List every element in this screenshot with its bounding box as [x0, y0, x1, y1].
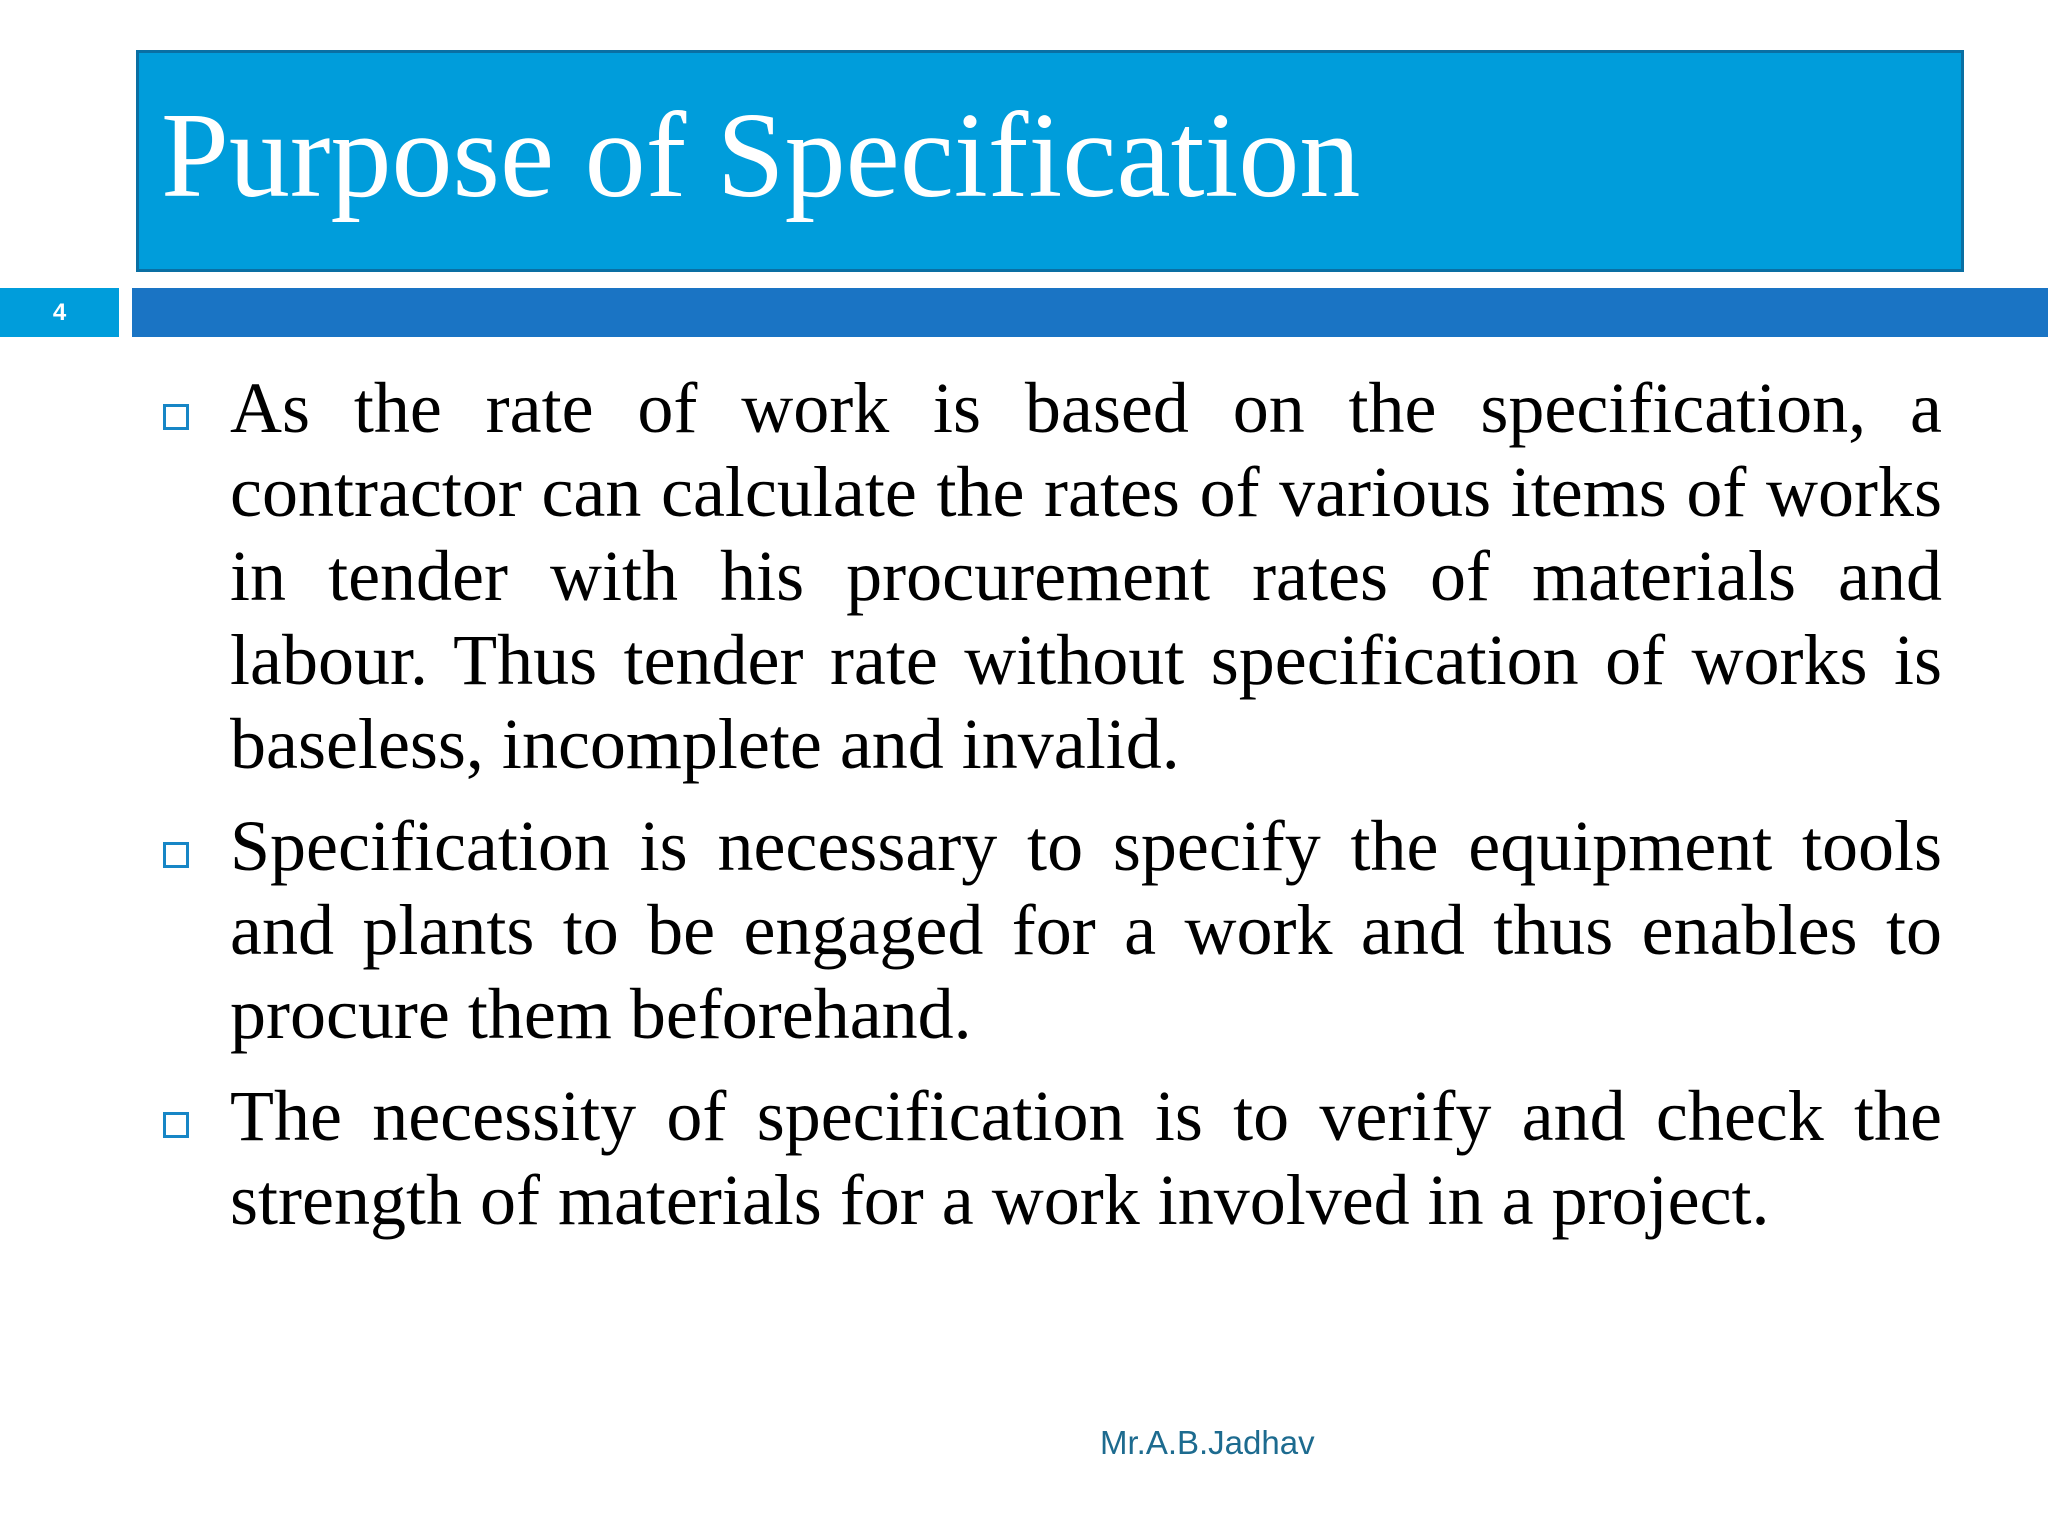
- bullet-item: [160, 1074, 1942, 1242]
- accent-bar: [132, 288, 2048, 337]
- slide-title: Purpose of Specification: [161, 88, 1361, 223]
- hollow-square-icon: [163, 404, 189, 430]
- author-footer: Mr.A.B.Jadhav: [1100, 1424, 1315, 1461]
- bullet-item: [160, 366, 1942, 786]
- hollow-square-icon: [163, 1112, 189, 1138]
- title-banner: [136, 50, 1964, 272]
- bullet-list: [160, 366, 1942, 1260]
- bullet-text: As the rate of work is based on the specification, a contractor can calculate the rates of various items of works in tender with his procurement rates of materials and labour. Thus tender rate without specification of works is baseless, incomplete and invalid.: [230, 368, 1942, 784]
- slide-number-box: [0, 288, 119, 337]
- bullet-item: [160, 804, 1942, 1056]
- slide-number: 4: [52, 299, 67, 326]
- hollow-square-icon: [163, 842, 189, 868]
- bullet-text: The necessity of specification is to verify and check the strength of materials for a work involved in a project.: [230, 1076, 1942, 1240]
- bullet-text: Specification is necessary to specify the equipment tools and plants to be engaged for a work and thus enables to procure them beforehand.: [230, 806, 1942, 1054]
